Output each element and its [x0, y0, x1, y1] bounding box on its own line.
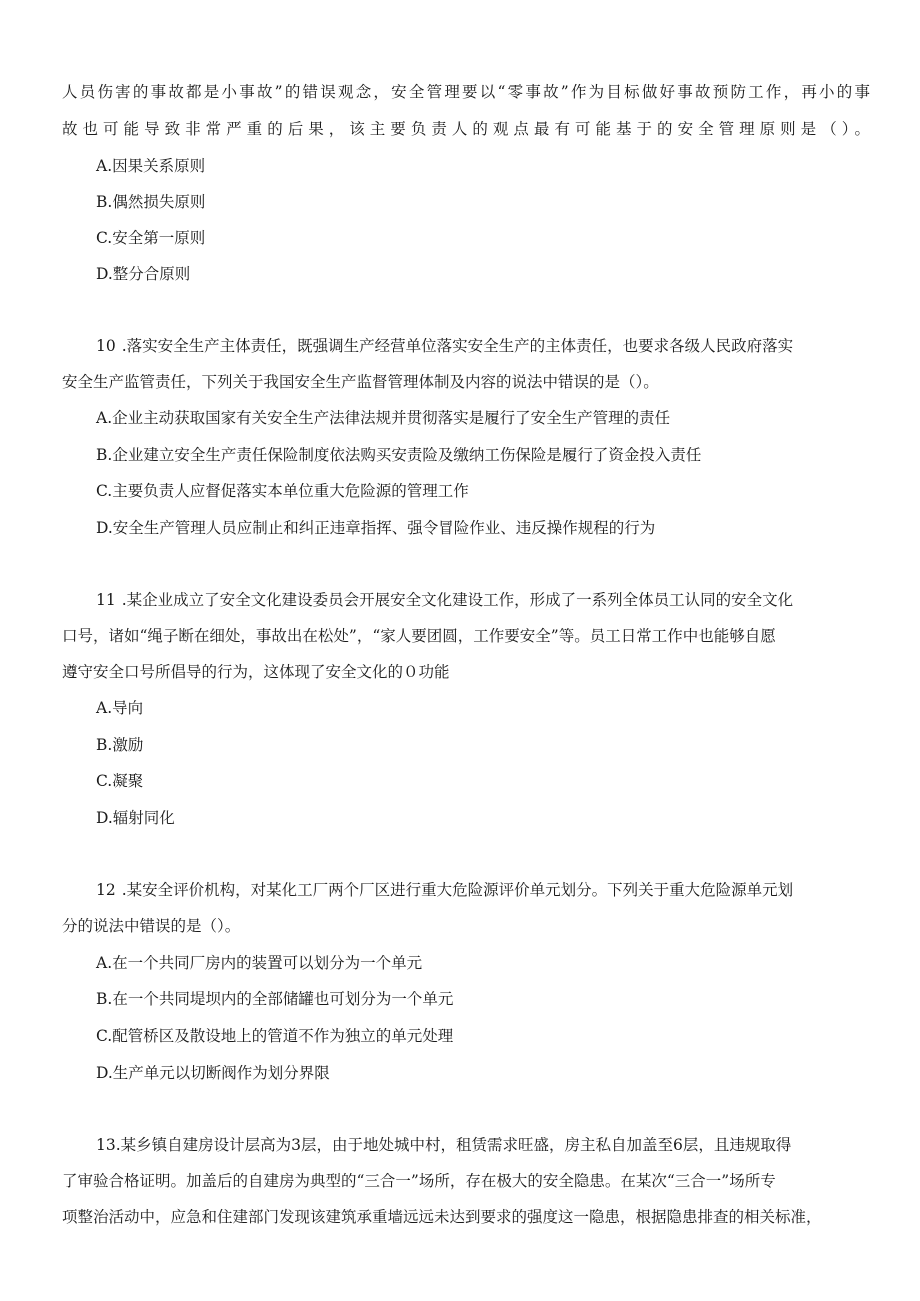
q11-option-b: B.激励: [96, 736, 144, 754]
q10-number: 10: [96, 337, 116, 355]
q10-stem-line-1: [96, 336, 870, 356]
q9-stem-line-2: 故也可能导致非常严重的后果，该主要负责人的观点最有可能基于的安全管理原则是（）。: [62, 120, 870, 138]
q12-option-d: D.生产单元以切断阀作为划分界限: [96, 1064, 330, 1082]
q9-option-c: C.安全第一原则: [96, 229, 206, 247]
q12-stem-line-1: [96, 880, 870, 900]
q10-option-c: C.主要负责人应督促落实本单位重大危险源的管理工作: [96, 482, 469, 500]
q11-option-a: A.导向: [96, 699, 144, 717]
q9-option-a: A.因果关系原则: [96, 157, 206, 175]
q13-stem-line-3: 项整治活动中，应急和住建部门发现该建筑承重墙远远未达到要求的强度这一隐患，根据隐患排查的相关标准，: [62, 1208, 822, 1226]
q10-option-a: A.企业主动获取国家有关安全生产法律法规并贯彻落实是履行了安全生产管理的责任: [96, 409, 671, 427]
q13-stem-line-2: 了审验合格证明。加盖后的自建房为典型的“三合一”场所，存在极大的安全隐患。在某次“三合一”场所专: [62, 1172, 776, 1190]
q10-option-d: D.安全生产管理人员应制止和纠正违章指挥、强令冒险作业、违反操作规程的行为: [96, 519, 656, 537]
q11-option-c: C.凝聚: [96, 772, 144, 790]
q10-stem-line-2: 安全生产监管责任，下列关于我国安全生产监督管理体制及内容的说法中错误的是（）。: [62, 373, 659, 391]
q11-option-d: D.辐射同化: [96, 809, 175, 827]
q10-stem-text-1: .落实安全生产主体责任，既强调生产经营单位落实安全生产的主体责任，也要求各级人民政府落实: [121, 337, 794, 355]
q10-option-b: B.企业建立安全生产责任保险制度依法购买安责险及缴纳工伤保险是履行了资金投入责任: [96, 446, 702, 464]
q11-stem-line-1: [96, 590, 870, 610]
q12-option-a: A.在一个共同厂房内的装置可以划分为一个单元: [96, 954, 423, 972]
q12-option-c: C.配管桥区及散设地上的管道不作为独立的单元处理: [96, 1027, 454, 1045]
q12-option-b: B.在一个共同堤坝内的全部储罐也可划分为一个单元: [96, 990, 454, 1008]
q11-stem-line-3: 遵守安全口号所倡导的行为，这体现了安全文化的０功能: [62, 663, 450, 681]
q12-number: 12: [96, 881, 116, 899]
q9-option-b: B.偶然损失原则: [96, 193, 206, 211]
q9-option-d: D.整分合原则: [96, 265, 191, 283]
q13-stem-line-1: 13.某乡镇自建房设计层高为3层，由于地处城中村，租赁需求旺盛，房主私自加盖至6层，且违规取得: [96, 1136, 792, 1154]
q9-stem-line-1: 人员伤害的事故都是小事故”的错误观念，安全管理要以“零事故”作为目标做好事故预防工作，再小的事: [62, 83, 870, 101]
q12-stem-line-2: 分的说法中错误的是（）。: [62, 917, 241, 935]
q11-stem-text-1: .某企业成立了安全文化建设委员会开展安全文化建设工作，形成了一系列全体员工认同的安全文化: [121, 591, 794, 609]
q11-number: 11: [96, 591, 116, 609]
q11-stem-line-2: 口号，诸如“绳子断在细处，事故出在松处”，“家人要团圆，工作要安全”等。员工日常工作中也能够自愿: [62, 627, 776, 645]
q12-stem-text-1: .某安全评价机构，对某化工厂两个厂区进行重大危险源评价单元划分。下列关于重大危险源单元划: [121, 881, 794, 899]
